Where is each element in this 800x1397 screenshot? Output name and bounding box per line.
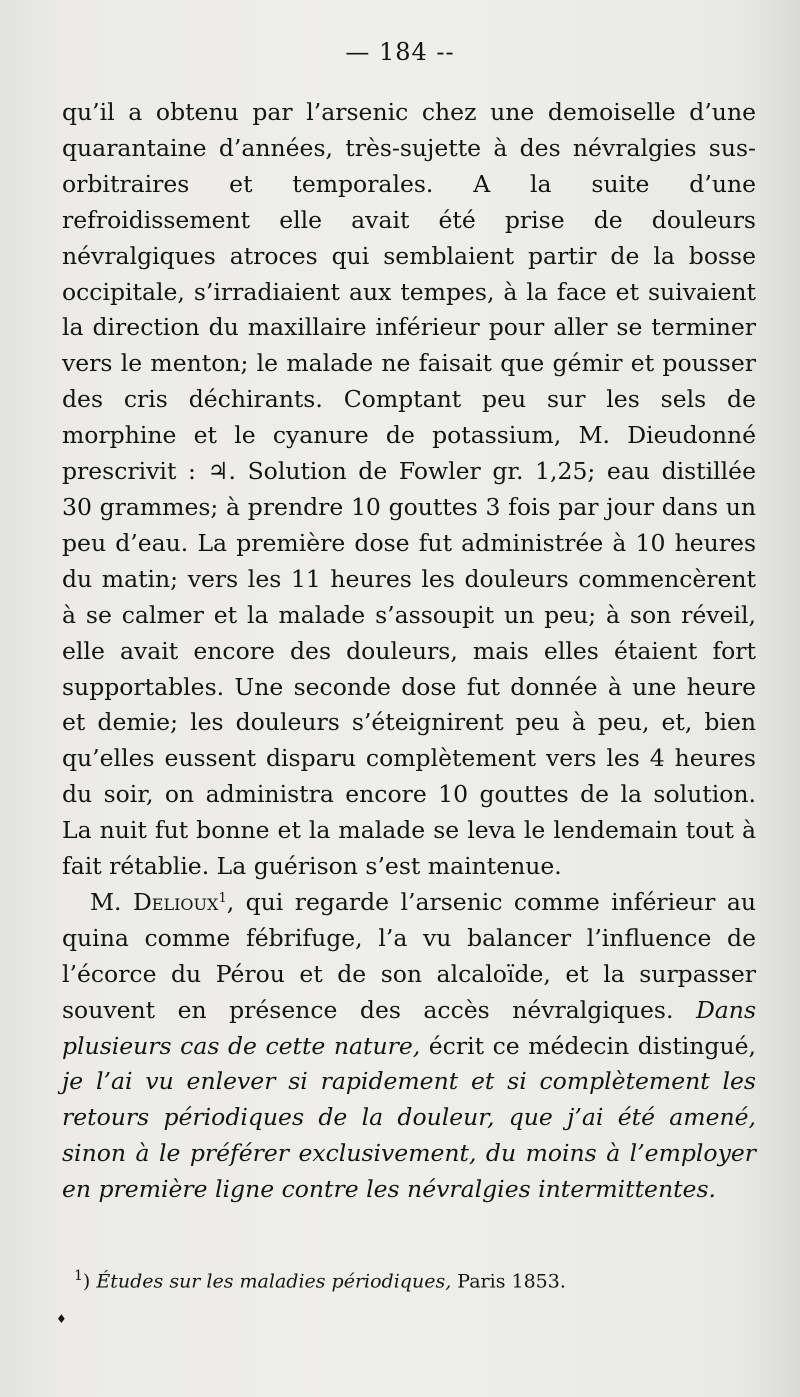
footnote: $^1$) Études sur les maladies périodiques, Paris 1853. xyxy=(74,1268,566,1293)
quotation-part-1: Dans plusieurs cas de cette nature, xyxy=(62,995,756,1060)
quotation-part-2: je l’ai vu enlever si rapidement et si complètement les retours périodiques de la douleur, que j’ai été amené, sinon à le préférer exclusivement, du moins à l’employer en première ligne contre les névralgies intermittentes. xyxy=(62,1067,756,1204)
author-name: Delioux xyxy=(132,887,219,916)
footnote-place-date: Paris 1853. xyxy=(457,1270,566,1293)
body-text xyxy=(62,95,756,1208)
footnote-source-title: Études sur les maladies périodiques, xyxy=(96,1270,452,1293)
paragraph-dieudonne-case: qu’il a obtenu par l’arsenic chez une demoiselle d’une quarantaine d’années, très-sujette à des névralgies sus-orbitraires et temporales. A la suite d’une refroidissement elle avait été prise de douleurs névralgiques atroces qui semblaient partir de la bosse occipitale, s’irradiaient aux tempes, à la face et suivaient la direction du maxillaire inférieur pour aller se terminer vers le menton; le malade ne faisait que gémir et pousser des cris déchirants. Comptant peu sur les sels de morphine et le cyanure de potassium, M. Dieudonné prescrivit : ♃. Solution de Fowler gr. 1,25; eau distillée 30 grammes; à prendre 10 gouttes 3 fois par jour dans un peu d’eau. La première dose fut administrée à 10 heures du matin; vers les 11 heures les douleurs commencèrent à se calmer et la malade s’assoupit un peu; à son réveil, elle avait encore des douleurs, mais elles étaient fort supportables. Une seconde dose fut donnée à une heure et demie; les douleurs s’éteignirent peu à peu, et, bien qu’elles eussent disparu complètement vers les 4 heures du soir, on administra encore 10 gouttes de la solution. La nuit fut bonne et la malade se leva le lendemain tout à fait rétablie. La guérison s’est maintenue. xyxy=(62,98,756,881)
footnote-mark: 1 xyxy=(74,1268,83,1284)
quotation-attribution: écrit ce médecin distingué, xyxy=(428,1031,756,1060)
paragraph-text: , qui regarde l’arsenic comme inférieur au quina comme fébrifuge, l’a vu balancer l’influence de l’écorce du Pérou et de son alcaloïde, et la surpasser souvent en présence des accès névralgiques. xyxy=(62,887,756,1024)
footnote-reference: 1 xyxy=(218,890,227,906)
honorific: M. xyxy=(90,887,122,916)
paragraph-delioux xyxy=(62,885,756,1208)
ink-dot-mark: ♦ xyxy=(56,1312,67,1326)
page-number: — 184 -- xyxy=(345,38,455,66)
